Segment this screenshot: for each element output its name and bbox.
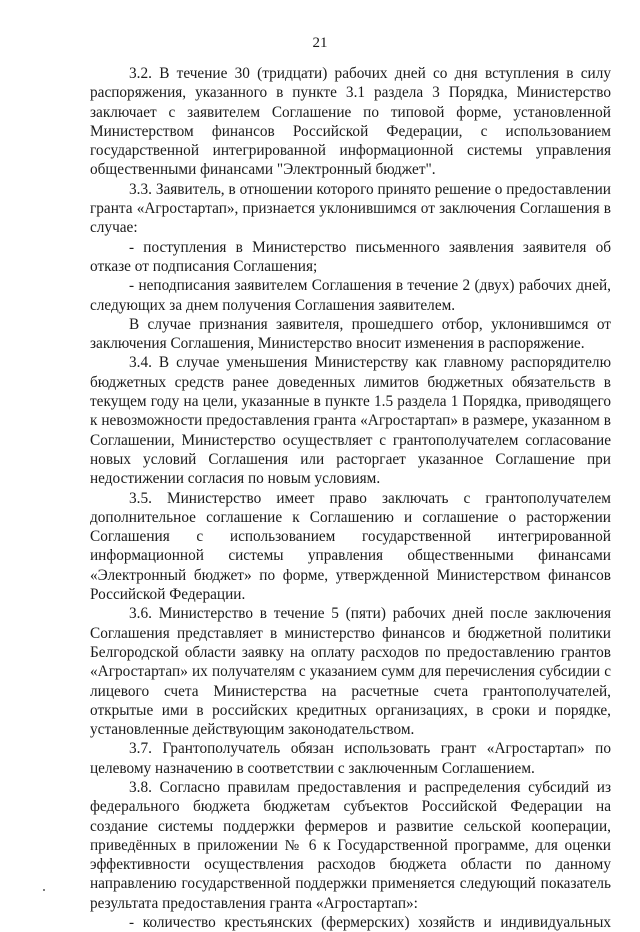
paragraph-3-4: 3.4. В случае уменьшения Министерству как главному распорядителю бюджетных средств ранее доведенных лимитов бюджетных обязательств в текущем году на цели, указанные в пункте 1.5 раздела 1 Порядка, приводящего к невозможности предоставления гранта «Агростартап» в размере, указанном в Соглашении, Министерство осуществляет с грантополучателем согласование новых условий Соглашения или расторгает указанное Соглашение при недостижении согласия по новым условиям. [90,354,611,488]
paragraph-3-5: 3.5. Министерство имеет право заключать с грантополучателем дополнительное соглашение к Соглашению и соглашение о расторжении Соглашения с использованием государственной интегрированной информационной системы управления общественными финансами «Электронный бюджет» по форме, утвержденной Министерством финансов Российской Федерации. [90,489,611,604]
scan-speck [43,889,45,891]
paragraph-3-2: 3.2. В течение 30 (тридцати) рабочих дней со дня вступления в силу распоряжения, указанного в пункте 3.1 раздела 3 Порядка, Министерство заключает с заявителем Соглашение по типовой форме, установленной Министерством финансов Российской Федерации, с использованием государственной интегрированной информационной системы управления общественными финансами "Электронный бюджет". [90,65,611,179]
paragraph-evasion-consequence: В случае признания заявителя, прошедшего отбор, уклонившимся от заключения Соглашения, Министерство вносит изменения в распоряжение. [90,315,611,353]
paragraph-3-8: 3.8. Согласно правилам предоставления и распределения субсидий из федерального бюджета бюджетам субъектов Российской Федерации на создание системы поддержки фермеров и развитие сельской кооперации, приведённых в приложении № 6 к Государственной программе, для оценки эффективности осуществления расходов бюджета области по данному направлению государственной поддержки применяется следующий показатель результата предоставления гранта «Агростартап»: [90,778,611,912]
paragraph-3-3: 3.3. Заявитель, в отношении которого принято решение о предоставлении гранта «Агростартап», признается уклонившимся от заключения Соглашения в случае: [90,180,611,237]
list-item-refusal-statement: - поступления в Министерство письменного заявления заявителя об отказе от подписания Соглашения; [90,238,611,275]
paragraph-3-7: 3.7. Грантополучатель обязан использовать грант «Агростартап» по целевому назначению в соответствии с заключенным Соглашением. [90,740,611,777]
list-item-non-signing: - неподписания заявителем Соглашения в течение 2 (двух) рабочих дней, следующих за днем получения Соглашения заявителем. [90,277,611,314]
list-item-farm-count: - количество крестьянских (фермерских) хозяйств и индивидуальных [129,914,611,932]
document-body [90,64,611,932]
page-number: 21 [312,35,328,51]
paragraph-3-6: 3.6. Министерство в течение 5 (пяти) рабочих дней после заключения Соглашения представляет в министерство финансов и бюджетной политики Белгородской области заявку на оплату расходов по предоставлению грантов «Агростартап» их получателям с указанием сумм для перечисления субсидии с лицевого счета Министерства на расчетные счета грантополучателей, открытые ими в российских кредитных организациях, в сроки и порядке, установленные действующим законодательством. [90,605,611,739]
